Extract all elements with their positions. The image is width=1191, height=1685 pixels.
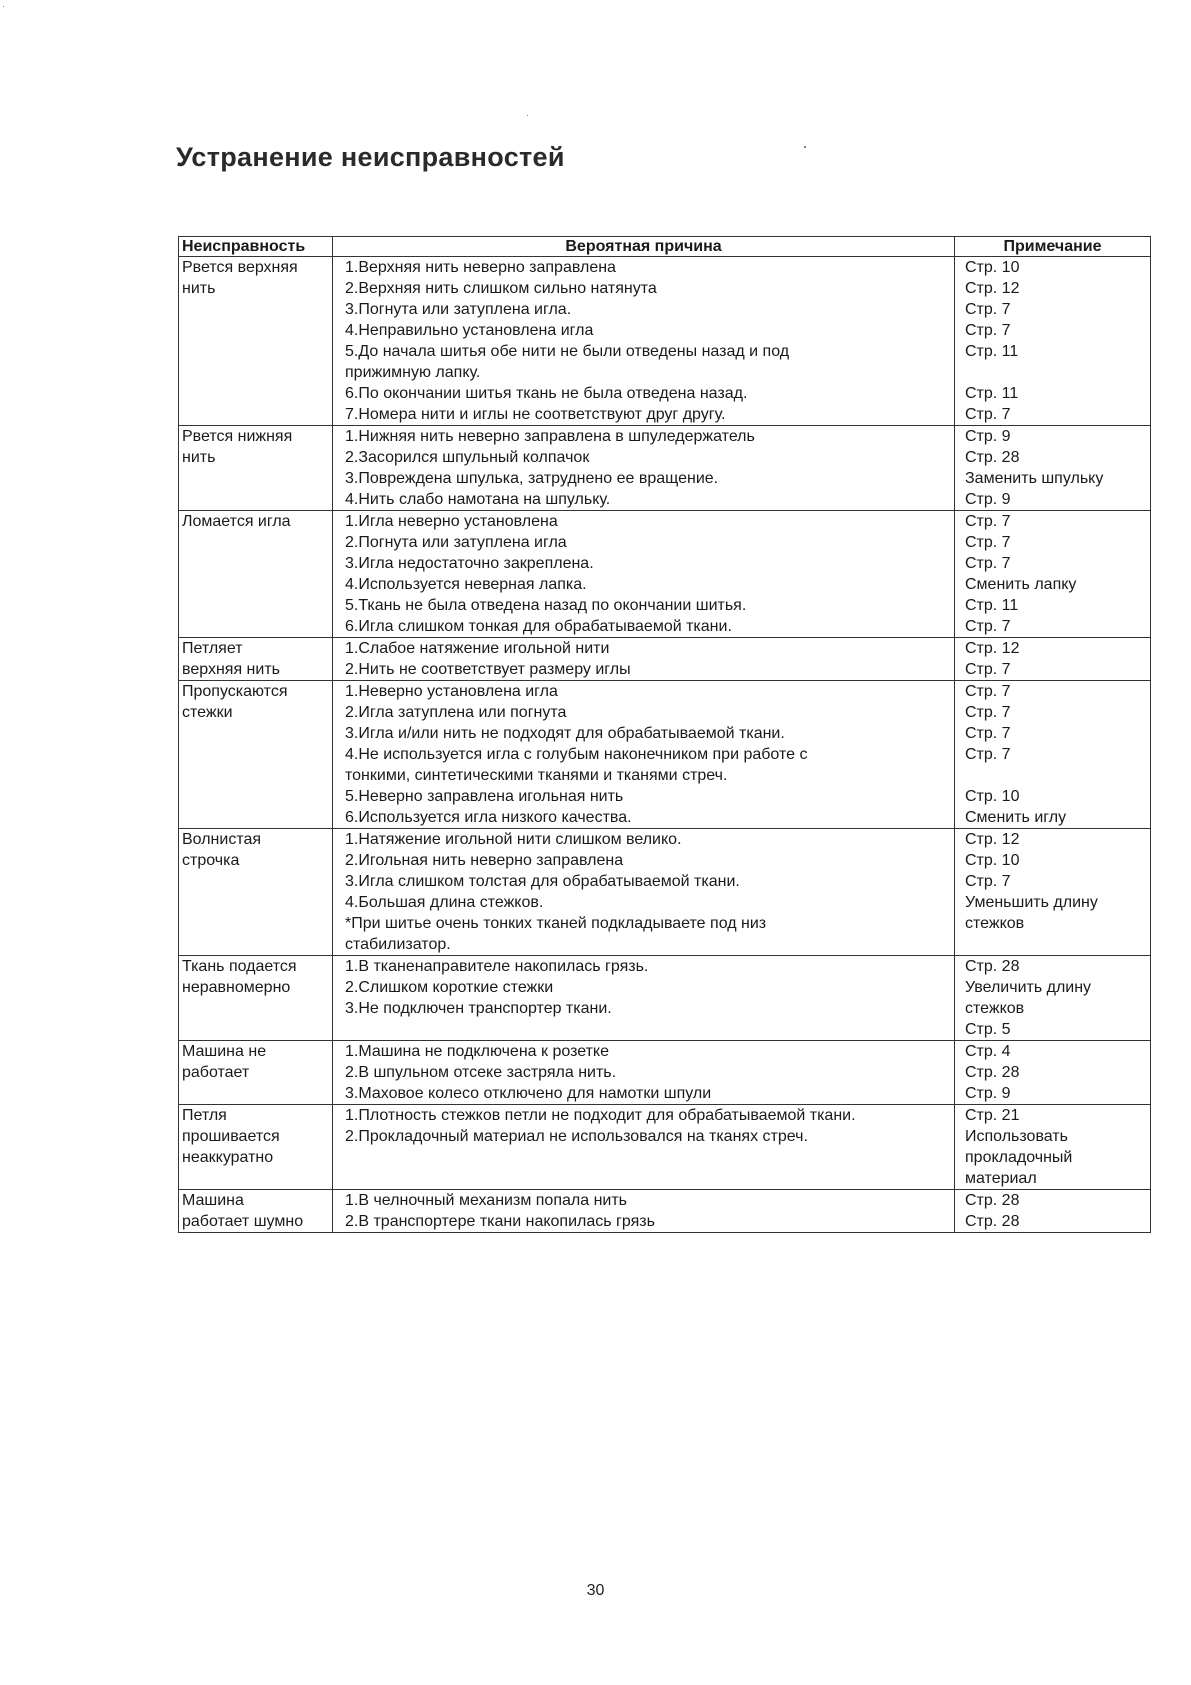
cause-cell [333,1190,955,1233]
cause-line: 1.Игла неверно установлена [345,513,558,530]
cause-line: 4.Большая длина стежков. [345,894,544,911]
table-row [179,1105,1151,1190]
table-row [179,511,1151,638]
cause-cell [333,956,955,1041]
scan-speck [527,115,528,116]
note-line: Стр. 11 [965,343,1019,360]
note-line: Уменьшить длину [965,894,1098,911]
note-line: Стр. 7 [965,683,1011,700]
note-line [965,934,1146,955]
cause-line: 5.Неверно заправлена игольная нить [345,788,624,805]
note-line: Стр. 5 [965,1021,1011,1038]
cause-line: 1.В тканенаправителе накопилась грязь. [345,958,649,975]
problem-cell [179,956,333,1041]
table-row [179,257,1151,426]
page-number: 30 [586,1582,605,1599]
scan-speck [3,6,4,7]
table-header-row [179,237,1151,257]
cause-line: 2.В транспортере ткани накопилась грязь [345,1213,655,1230]
note-line: прокладочный [965,1149,1073,1166]
problem-cell [179,681,333,829]
header-cause: Вероятная причина [333,237,955,257]
note-line: Стр. 7 [965,873,1011,890]
table-row [179,956,1151,1041]
note-line: Стр. 7 [965,301,1011,318]
cause-line: прижимную лапку. [345,364,481,381]
problem-line: неравномерно [182,979,291,996]
note-line: Стр. 7 [965,618,1011,635]
cause-cell [333,829,955,956]
problem-line: Волнистая [182,831,262,848]
cause-line: 3.Игла недостаточно закреплена. [345,555,594,572]
cause-line: 2.Верхняя нить слишком сильно натянута [345,280,657,297]
note-line: Сменить иглу [965,809,1067,826]
note-line: Стр. 11 [965,385,1019,402]
cause-line: 1.В челночный механизм попала нить [345,1192,627,1209]
cause-line: 6.По окончании шитья ткань не была отведена назад. [345,385,748,402]
cause-line: 1.Неверно установлена игла [345,683,558,700]
problem-cell [179,1041,333,1105]
problem-line: прошивается [182,1128,280,1145]
note-cell [955,638,1151,681]
note-line: Стр. 10 [965,852,1020,869]
cause-line: 4.Нить слабо намотана на шпульку. [345,491,611,508]
note-line: Стр. 12 [965,280,1020,297]
problem-line: Ткань подается [182,958,297,975]
note-line: Стр. 4 [965,1043,1011,1060]
note-cell [955,426,1151,511]
note-line [965,362,1146,383]
table-row [179,1190,1151,1233]
cause-line: 1.Верхняя нить неверно заправлена [345,259,616,276]
cause-line: 5.До начала шитья обе нити не были отведены назад и под [345,343,790,360]
note-line: Стр. 28 [965,1213,1020,1230]
cause-line: 1.Плотность стежков петли не подходит для обрабатываемой ткани. [345,1107,856,1124]
problem-cell [179,1105,333,1190]
note-line: Стр. 12 [965,831,1020,848]
problem-line: неаккуратно [182,1149,274,1166]
problem-line: Рвется нижняя [182,428,293,445]
cause-line: 2.В шпульном отсеке застряла нить. [345,1064,617,1081]
problem-line: Пропускаются [182,683,288,700]
cause-line: 3.Игла и/или нить не подходят для обрабатываемой ткани. [345,725,785,742]
cause-line: 2.Слишком короткие стежки [345,979,554,996]
table-body [179,257,1151,1233]
problem-line: Рвется верхняя [182,259,298,276]
note-line: Стр. 7 [965,704,1011,721]
problem-line: Машина [182,1192,244,1209]
header-note: Примечание [955,237,1151,257]
cause-cell [333,1041,955,1105]
cause-line: 2.Игольная нить неверно заправлена [345,852,624,869]
note-line: Стр. 7 [965,322,1011,339]
cause-cell [333,681,955,829]
table-row [179,426,1151,511]
problem-line: работает шумно [182,1213,304,1230]
table-row [179,829,1151,956]
note-line: Стр. 7 [965,661,1011,678]
note-line: Стр. 7 [965,406,1011,423]
note-line: Стр. 7 [965,746,1011,763]
cause-line: 2.Засорился шпульный колпачок [345,449,590,466]
cause-line: 4.Используется неверная лапка. [345,576,587,593]
note-line: Стр. 28 [965,1192,1020,1209]
note-line: Стр. 28 [965,1064,1020,1081]
note-cell [955,1190,1151,1233]
cause-cell [333,638,955,681]
problem-cell [179,511,333,638]
cause-line: 3.Повреждена шпулька, затруднено ее вращение. [345,470,719,487]
note-line: стежков [965,1000,1025,1017]
scan-speck [804,146,806,148]
problem-line: Машина не [182,1043,267,1060]
problem-cell [179,257,333,426]
problem-line: строчка [182,852,240,869]
note-line: Стр. 21 [965,1107,1020,1124]
table-row [179,681,1151,829]
cause-line [345,1168,950,1189]
problem-line: нить [182,280,216,297]
note-line: Стр. 7 [965,534,1011,551]
note-line: Увеличить длину [965,979,1092,996]
note-line: Стр. 12 [965,640,1020,657]
note-line: Стр. 10 [965,788,1020,805]
note-cell [955,956,1151,1041]
note-line: Стр. 11 [965,597,1019,614]
cause-line: 1.Слабое натяжение игольной нити [345,640,610,657]
cause-cell [333,426,955,511]
cause-line [345,1019,950,1040]
note-line: Использовать [965,1128,1068,1145]
note-line: Заменить шпульку [965,470,1104,487]
note-cell [955,1105,1151,1190]
cause-line: 6.Игла слишком тонкая для обрабатываемой ткани. [345,618,732,635]
note-line: Стр. 28 [965,958,1020,975]
note-line: Стр. 7 [965,513,1011,530]
page-title: Устранение неисправностей [176,142,565,172]
cause-line: стабилизатор. [345,936,451,953]
note-line [965,765,1146,786]
problem-line: работает [182,1064,250,1081]
cause-line: 5.Ткань не была отведена назад по окончании шитья. [345,597,747,614]
note-line: Стр. 7 [965,555,1011,572]
cause-line: 1.Натяжение игольной нити слишком велико. [345,831,682,848]
problem-line: стежки [182,704,233,721]
cause-line: 3.Не подключен транспортер ткани. [345,1000,612,1017]
note-line: стежков [965,915,1025,932]
problem-cell [179,829,333,956]
table-row [179,638,1151,681]
cause-line: 2.Погнута или затуплена игла [345,534,567,551]
cause-line: 4.Не используется игла с голубым наконечником при работе с [345,746,808,763]
cause-cell [333,511,955,638]
note-line: Стр. 28 [965,449,1020,466]
note-line: Стр. 9 [965,428,1011,445]
cause-line: 7.Номера нити и иглы не соответствуют друг другу. [345,406,726,423]
note-line: Стр. 9 [965,491,1011,508]
note-line: Стр. 7 [965,725,1011,742]
header-problem: Неисправность [179,237,333,257]
note-line: Стр. 10 [965,259,1020,276]
cause-line: *При шитье очень тонких тканей подкладываете под низ [345,915,767,932]
note-cell [955,829,1151,956]
note-cell [955,511,1151,638]
note-line: Сменить лапку [965,576,1077,593]
cause-line: тонкими, синтетическими тканями и тканями стреч. [345,767,728,784]
problem-cell [179,426,333,511]
cause-line: 3.Игла слишком толстая для обрабатываемой ткани. [345,873,740,890]
problem-line: Петляет [182,640,243,657]
cause-cell [333,257,955,426]
cause-line: 2.Нить не соответствует размеру иглы [345,661,631,678]
cause-line: 2.Игла затуплена или погнута [345,704,567,721]
note-line: материал [965,1170,1037,1187]
note-cell [955,257,1151,426]
cause-line: 2.Прокладочный материал не использовался на тканях стреч. [345,1128,808,1145]
problem-cell [179,638,333,681]
cause-line [345,1147,950,1168]
cause-line: 1.Машина не подключена к розетке [345,1043,609,1060]
cause-line: 3.Погнута или затуплена игла. [345,301,572,318]
note-line: Стр. 9 [965,1085,1011,1102]
problem-line: Ломается игла [182,513,291,530]
cause-cell [333,1105,955,1190]
problem-line: нить [182,449,216,466]
note-cell [955,681,1151,829]
problem-line: Петля [182,1107,227,1124]
cause-line: 4.Неправильно установлена игла [345,322,594,339]
cause-line: 6.Используется игла низкого качества. [345,809,632,826]
troubleshooting-table [178,236,1151,1233]
problem-line: верхняя нить [182,661,280,678]
cause-line: 1.Нижняя нить неверно заправлена в шпуледержатель [345,428,755,445]
problem-cell [179,1190,333,1233]
note-cell [955,1041,1151,1105]
cause-line: 3.Маховое колесо отключено для намотки шпули [345,1085,712,1102]
table-row [179,1041,1151,1105]
